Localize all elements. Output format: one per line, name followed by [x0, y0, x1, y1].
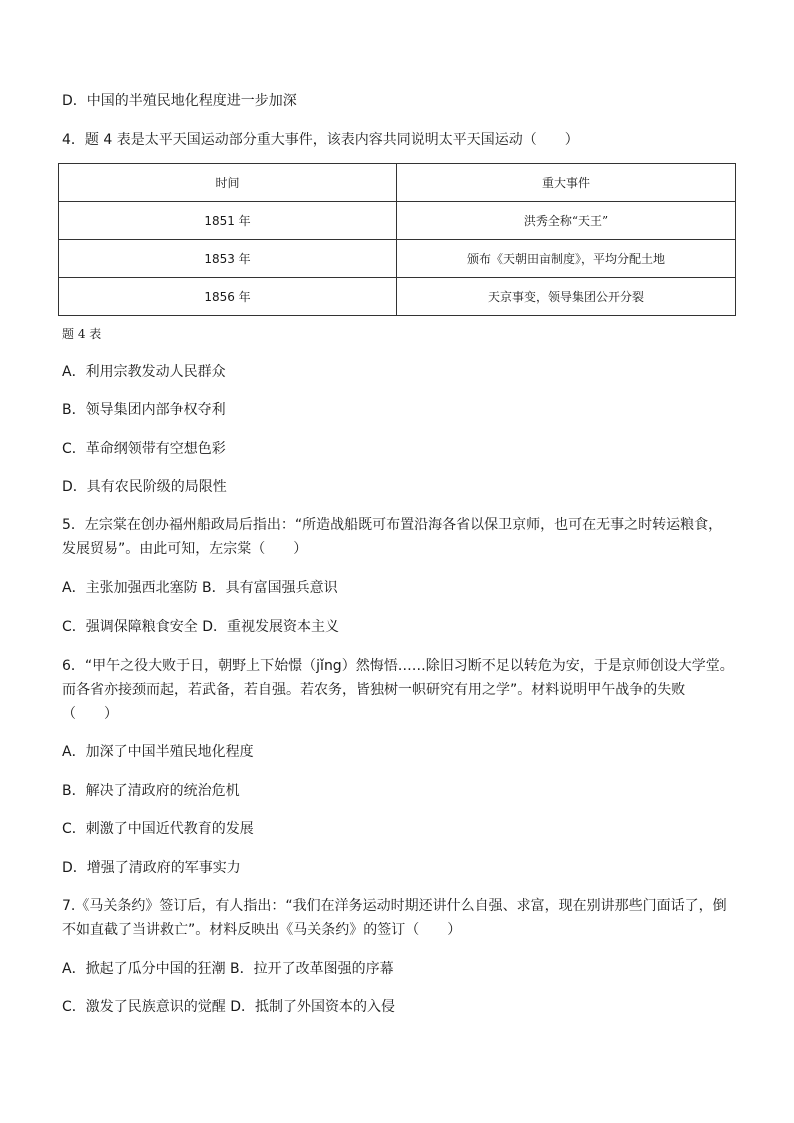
table-row	[59, 202, 736, 240]
table-cell-time: 1853 年	[59, 240, 397, 278]
q6-stem-line-2: 而各省亦接颈而起，若武备，若自强。若农务，皆独树一帜研究有用之学”。材料说明甲午战争的失败	[62, 682, 686, 698]
q4-option-d: D．具有农民阶级的局限性	[62, 479, 227, 495]
q7-stem-line-1: 7.《马关条约》签订后，有人指出：“我们在洋务运动时期还讲什么自强、求富，现在别讲那些门面话了，倒	[62, 898, 727, 914]
q7-options-line-2: C．激发了民族意识的觉醒 D．抵制了外国资本的入侵	[62, 999, 396, 1015]
q5-options-line-2: C．强调保障粮食安全 D．重视发展资本主义	[62, 619, 340, 635]
q3-option-d: D．中国的半殖民地化程度进一步加深	[62, 93, 297, 109]
table-header-time: 时间	[59, 164, 397, 202]
q4-table-caption: 题 4 表	[62, 327, 102, 341]
table-row	[59, 278, 736, 316]
table-cell-event: 天京事变，领导集团公开分裂	[397, 278, 736, 316]
table-header-event: 重大事件	[397, 164, 736, 202]
table-cell-time: 1856 年	[59, 278, 397, 316]
q6-option-c: C．刺激了中国近代教育的发展	[62, 821, 254, 837]
table-cell-time: 1851 年	[59, 202, 397, 240]
q5-stem-line-1: 5．左宗棠在创办福州船政局后指出：“所造战船既可布置沿海各省以保卫京师，也可在无事之时转运粮食，	[62, 517, 723, 533]
q6-option-b: B．解决了清政府的统治危机	[62, 783, 240, 799]
q4-events-table	[58, 163, 736, 316]
q4-option-b: B．领导集团内部争权夺利	[62, 402, 226, 418]
table-cell-event: 洪秀全称“天王”	[397, 202, 736, 240]
q4-stem: 4．题 4 表是太平天国运动部分重大事件，该表内容共同说明太平天国运动（ ）	[62, 132, 579, 148]
table-cell-event: 颁布《天朝田亩制度》，平均分配土地	[397, 240, 736, 278]
q7-stem-line-2: 不如直截了当讲救亡”。材料反映出《马关条约》的签订（ ）	[62, 922, 462, 938]
q4-option-a: A．利用宗教发动人民群众	[62, 364, 226, 380]
table-row	[59, 240, 736, 278]
table-header-row	[59, 164, 736, 202]
q7-options-line-1: A．掀起了瓜分中国的狂潮 B．拉开了改革图强的序幕	[62, 961, 394, 977]
q6-option-a: A．加深了中国半殖民地化程度	[62, 744, 254, 760]
q5-stem-line-2: 发展贸易”。由此可知，左宗棠（ ）	[62, 541, 308, 557]
q6-option-d: D．增强了清政府的军事实力	[62, 860, 241, 876]
q6-stem-line-1: 6．“甲午之役大败于日，朝野上下始憬（jǐng）然悔悟……除旧习断不足以转危为安，于是京师创设大学堂。	[62, 658, 734, 674]
q4-option-c: C．革命纲领带有空想色彩	[62, 441, 226, 457]
q5-options-line-1: A．主张加强西北塞防 B．具有富国强兵意识	[62, 580, 338, 596]
q6-stem-line-3: （ ）	[62, 706, 118, 722]
